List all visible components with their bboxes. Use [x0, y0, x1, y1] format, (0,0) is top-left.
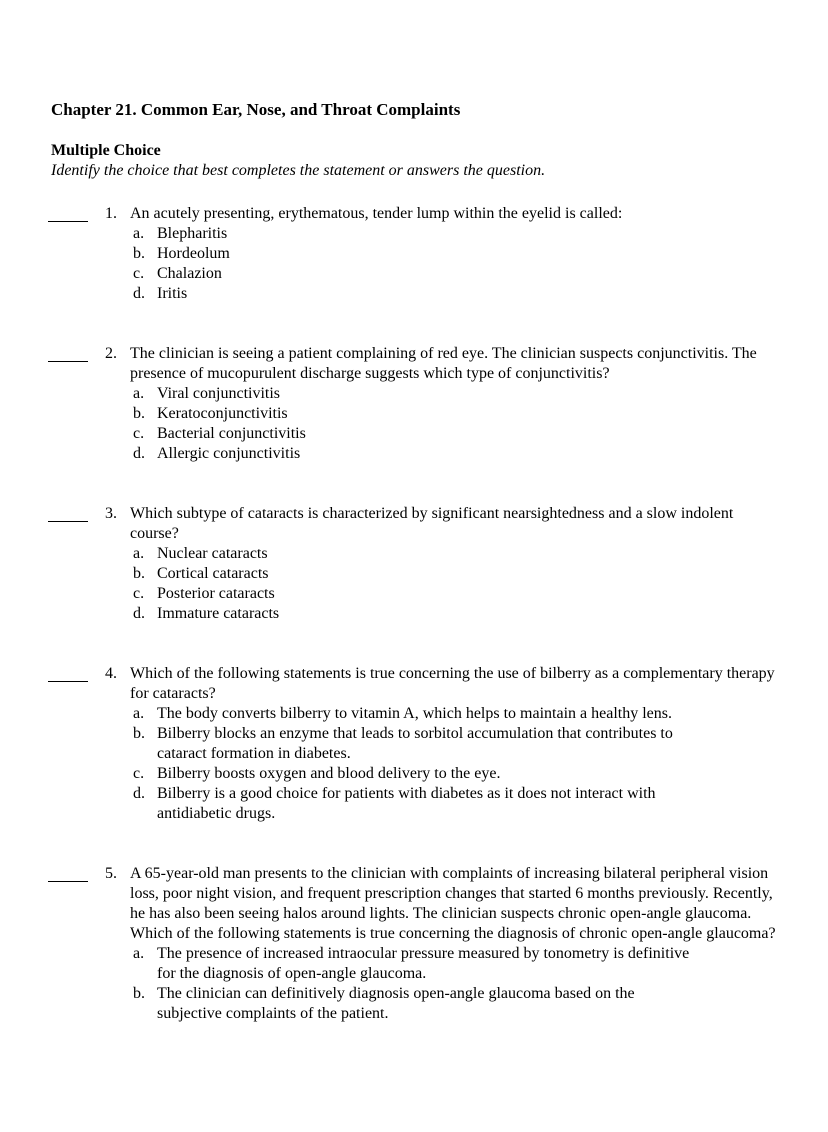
choice-item — [133, 944, 822, 984]
choice-letter: b. — [133, 725, 145, 742]
choice-letter: c. — [133, 265, 145, 282]
choice-item — [133, 444, 822, 464]
question-body — [130, 204, 822, 304]
choice-text-line: Hordeolum — [157, 245, 230, 262]
choice-text-line: cataract formation in diabetes. — [157, 745, 351, 762]
choice-item — [133, 544, 822, 564]
choice-text — [157, 444, 300, 464]
choice-item — [133, 724, 822, 764]
question-stem — [130, 204, 822, 224]
section-heading: Multiple Choice — [51, 142, 161, 159]
question-item — [48, 664, 822, 824]
stem-line: An acutely presenting, erythematous, tender lump within the eyelid is called: — [130, 205, 623, 222]
choice-text-line: The clinician can definitively diagnosis open-angle glaucoma based on the — [157, 985, 635, 1002]
choice-text-line: Blepharitis — [157, 225, 228, 242]
answer-blank — [48, 504, 88, 522]
answer-blank — [48, 204, 88, 222]
choice-text-line: antidiabetic drugs. — [157, 805, 276, 822]
choice-list — [130, 544, 822, 624]
question-number: 1. — [105, 205, 117, 222]
choice-letter: b. — [133, 565, 145, 582]
choice-text — [157, 784, 656, 824]
question-stem — [130, 864, 822, 944]
question-body — [130, 664, 822, 824]
question-stem — [130, 344, 822, 384]
choice-list — [130, 384, 822, 464]
choice-text-line: Chalazion — [157, 265, 222, 282]
choice-letter: d. — [133, 785, 145, 802]
choice-text-line: Immature cataracts — [157, 605, 280, 622]
choice-text-line: Iritis — [157, 285, 188, 302]
choice-text — [157, 424, 306, 444]
choice-item — [133, 784, 822, 824]
question-body — [130, 504, 822, 624]
choice-letter: c. — [133, 425, 145, 442]
choice-text — [157, 544, 268, 564]
choice-text — [157, 944, 689, 984]
stem-line: A 65-year-old man presents to the clinician with complaints of increasing bilateral peripheral vision — [130, 865, 769, 882]
choice-text-line: Bacterial conjunctivitis — [157, 425, 306, 442]
choice-text-line: Posterior cataracts — [157, 585, 275, 602]
question-number: 5. — [105, 865, 117, 882]
choice-list — [130, 224, 822, 304]
answer-blank — [48, 344, 88, 362]
choice-item — [133, 764, 822, 784]
choice-text-line: The presence of increased intraocular pressure measured by tonometry is definitive — [157, 945, 690, 962]
choice-letter: b. — [133, 985, 145, 1002]
choice-text-line: for the diagnosis of open-angle glaucoma. — [157, 965, 427, 982]
stem-line: for cataracts? — [130, 685, 216, 702]
question-number: 3. — [105, 505, 117, 522]
stem-line: Which of the following statements is true concerning the diagnosis of chronic open-angle glaucoma? — [130, 925, 776, 942]
choice-text-line: Viral conjunctivitis — [157, 385, 281, 402]
choice-letter: d. — [133, 285, 145, 302]
choice-letter: d. — [133, 605, 145, 622]
choice-text — [157, 604, 279, 624]
choice-item — [133, 704, 822, 724]
choice-text-line: Nuclear cataracts — [157, 545, 268, 562]
question-body — [130, 344, 822, 464]
choice-text — [157, 384, 280, 404]
question-stem — [130, 664, 822, 704]
choice-letter: a. — [133, 705, 145, 722]
stem-line: Which of the following statements is true concerning the use of bilberry as a complementary therapy — [130, 665, 775, 682]
choice-text — [157, 224, 227, 244]
stem-line: Which subtype of cataracts is characterized by significant nearsightedness and a slow indolent — [130, 505, 734, 522]
question-body — [130, 864, 822, 1024]
choice-item — [133, 564, 822, 584]
choice-item — [133, 224, 822, 244]
choice-item — [133, 584, 822, 604]
choice-letter: c. — [133, 585, 145, 602]
choice-text — [157, 984, 635, 1024]
choice-text — [157, 704, 672, 724]
choice-item — [133, 984, 822, 1024]
choice-item — [133, 264, 822, 284]
question-number: 4. — [105, 665, 117, 682]
answer-blank — [48, 664, 88, 682]
question-item — [48, 204, 822, 304]
choice-text-line: Allergic conjunctivitis — [157, 445, 301, 462]
choice-text — [157, 404, 288, 424]
page-title: Chapter 21. Common Ear, Nose, and Throat Complaints — [51, 100, 461, 119]
answer-blank — [48, 864, 88, 882]
choice-text-line: Keratoconjunctivitis — [157, 405, 288, 422]
question-item — [48, 504, 822, 624]
choice-item — [133, 424, 822, 444]
choice-item — [133, 284, 822, 304]
choice-text-line: Bilberry blocks an enzyme that leads to sorbitol accumulation that contributes to — [157, 725, 673, 742]
choice-letter: b. — [133, 245, 145, 262]
stem-line: loss, poor night vision, and frequent prescription changes that started 6 months previously. Recently, — [130, 885, 773, 902]
choice-list — [130, 704, 822, 824]
choice-letter: d. — [133, 445, 145, 462]
choice-text-line: Bilberry is a good choice for patients with diabetes as it does not interact with — [157, 785, 656, 802]
choice-text — [157, 564, 269, 584]
choice-item — [133, 384, 822, 404]
choice-letter: a. — [133, 545, 145, 562]
choice-letter: a. — [133, 945, 145, 962]
choice-letter: c. — [133, 765, 145, 782]
choice-list — [130, 944, 822, 1024]
question-list — [48, 204, 822, 1024]
question-item — [48, 344, 822, 464]
choice-text — [157, 244, 230, 264]
choice-text — [157, 264, 222, 284]
choice-item — [133, 604, 822, 624]
choice-text-line: The body converts bilberry to vitamin A, which helps to maintain a healthy lens. — [157, 705, 672, 722]
choice-item — [133, 244, 822, 264]
instruction-text: Identify the choice that best completes the statement or answers the question. — [51, 162, 546, 179]
stem-line: course? — [130, 525, 179, 542]
choice-text-line: subjective complaints of the patient. — [157, 1005, 389, 1022]
stem-line: presence of mucopurulent discharge suggests which type of conjunctivitis? — [130, 365, 610, 382]
choice-text — [157, 764, 500, 784]
choice-text — [157, 284, 187, 304]
question-item — [48, 864, 822, 1024]
choice-letter: b. — [133, 405, 145, 422]
choice-text-line: Cortical cataracts — [157, 565, 269, 582]
choice-letter: a. — [133, 225, 145, 242]
choice-letter: a. — [133, 385, 145, 402]
choice-text — [157, 724, 673, 764]
choice-item — [133, 404, 822, 424]
stem-line: The clinician is seeing a patient complaining of red eye. The clinician suspects conjunctivitis. The — [130, 345, 757, 362]
question-stem — [130, 504, 822, 544]
choice-text-line: Bilberry boosts oxygen and blood delivery to the eye. — [157, 765, 501, 782]
stem-line: he has also been seeing halos around lights. The clinician suspects chronic open-angle glaucoma. — [130, 905, 752, 922]
choice-text — [157, 584, 275, 604]
question-number: 2. — [105, 345, 117, 362]
